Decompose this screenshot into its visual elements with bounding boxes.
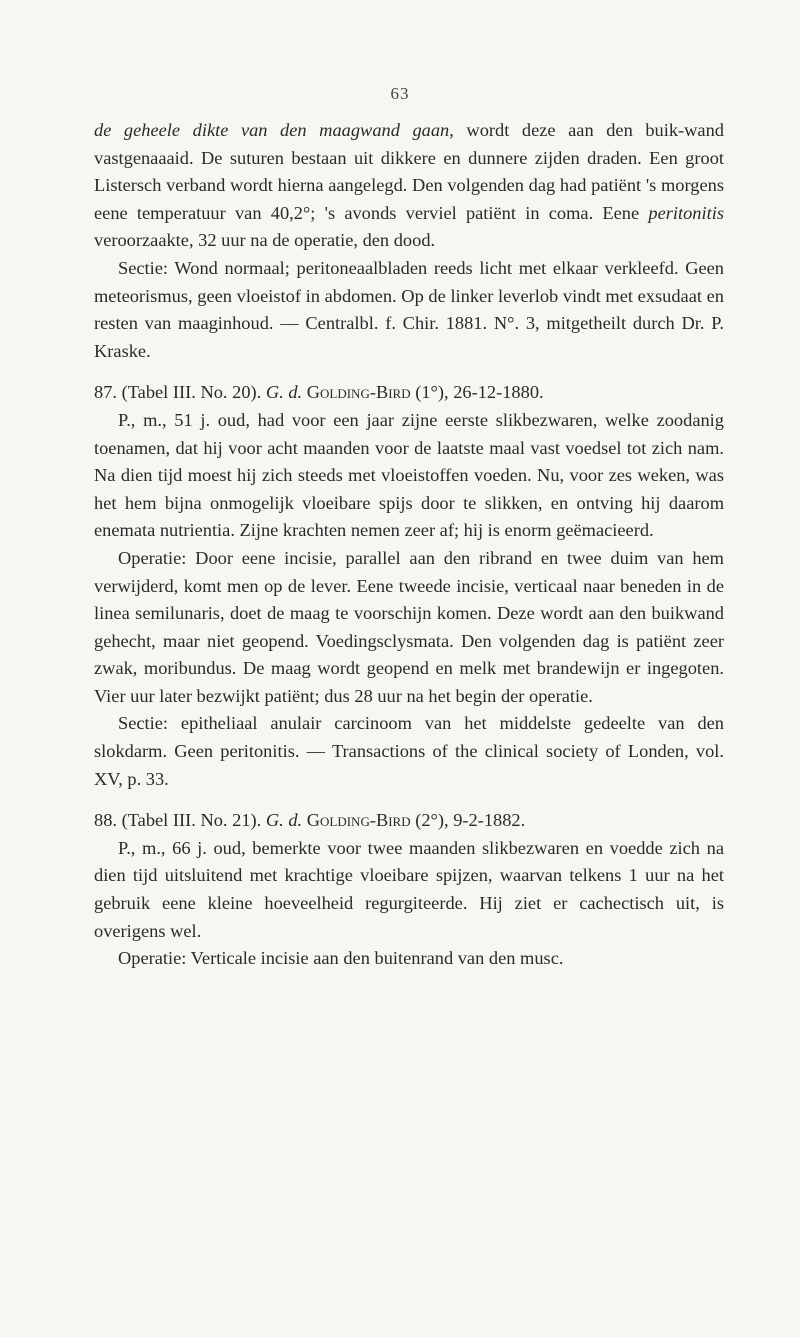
case-87-sectie: Sectie: epitheliaal anulair carcinoom van het middelste gedeelte van den slokdarm. Geen peritonitis. — Transactions of the clinical society of Londen, vol. XV, p. 33. xyxy=(94,713,724,789)
author-name: Golding-Bird xyxy=(302,810,411,831)
case-number: 88. (Tabel III. No. 21). xyxy=(94,810,266,831)
author-name: Golding-Bird xyxy=(302,382,411,403)
case-87-operatie: Operatie: Door eene incisie, parallel aan den ribrand en twee duim van hem verwijderd, komt men op de lever. Eene tweede incisie, verticaal naar beneden in de linea semilunaris, doet de maag te voorschijn komen. Deze wordt aan den buikwand gehecht, maar niet geopend. Voedingsclysmata. Den volgenden dag is patiënt zeer zwak, moribundus. De maag wordt geopend en melk met brandewijn er ingegoten. Vier uur later bezwijkt patiënt; dus 28 uur na het begin der operatie. xyxy=(94,547,724,706)
case-88-history: P., m., 66 j. oud, bemerkte voor twee maanden slikbezwaren en voedde zich na dien tijd uitsluitend met krachtige vloeibare spijzen, waarvan telkens 1 uur na het gebruik eene kleine hoeveelheid regurgiteerde. Hij ziet er cachectisch uit, is overigens wel. xyxy=(94,837,724,941)
author-initials: G. d. xyxy=(265,382,303,403)
paragraph-text: veroorzaakte, 32 uur na de operatie, den dood. xyxy=(94,230,436,251)
case-88-header xyxy=(94,807,724,835)
author-initials: G. d. xyxy=(265,810,303,831)
case-date: (1°), 26-12-1880. xyxy=(410,382,544,403)
page-body xyxy=(94,117,724,973)
case-87-header xyxy=(94,379,724,407)
case-88-operatie: Operatie: Verticale incisie aan den buitenrand van den musc. xyxy=(118,948,564,969)
page-number: 63 xyxy=(390,84,410,103)
paragraph-text: , wordt deze aan den buik-wand vastgenaaaid. De suturen bestaan uit dikkere en dunnere zijden draden. Een groot Listersch verband wordt hierna aangelegd. Den volgenden dag had patiënt 's morgens eene temperatuur van 40,2°; 's avonds verviel patiënt in coma. Eene xyxy=(94,120,724,223)
case-date: (2°), 9-2-1882. xyxy=(410,810,526,831)
case-87-history: P., m., 51 j. oud, had voor een jaar zijne eerste slikbezwaren, welke zoodanig toenamen, dat hij voor acht maanden voor de laatste maal vast voedsel tot zich nam. Na dien tijd moest hij zich steeds met vloeistoffen voeden. Nu, voor zes weken, was het hem bijna onmogelijk vloeibare spijs door te slikken, en ontving hij daarom enemata nutrientia. Zijne krachten nemen zeer af; hij is enorm geëmacieerd. xyxy=(94,409,724,541)
italic-term: peritonitis xyxy=(648,202,724,223)
sectie-paragraph: Sectie: Wond normaal; peritoneaalbladen reeds licht met elkaar verkleefd. Geen meteorismus, geen vloeistof in abdomen. Op de linker leverlob vindt met exsudaat en resten van maaginhoud. — Centralbl. f. Chir. 1881. N°. 3, mitgetheilt durch Dr. P. Kraske. xyxy=(94,257,724,361)
continued-paragraph xyxy=(94,117,724,255)
italic-phrase: de geheele dikte van den maagwand gaan xyxy=(94,120,450,140)
case-number: 87. (Tabel III. No. 20). xyxy=(94,382,266,403)
